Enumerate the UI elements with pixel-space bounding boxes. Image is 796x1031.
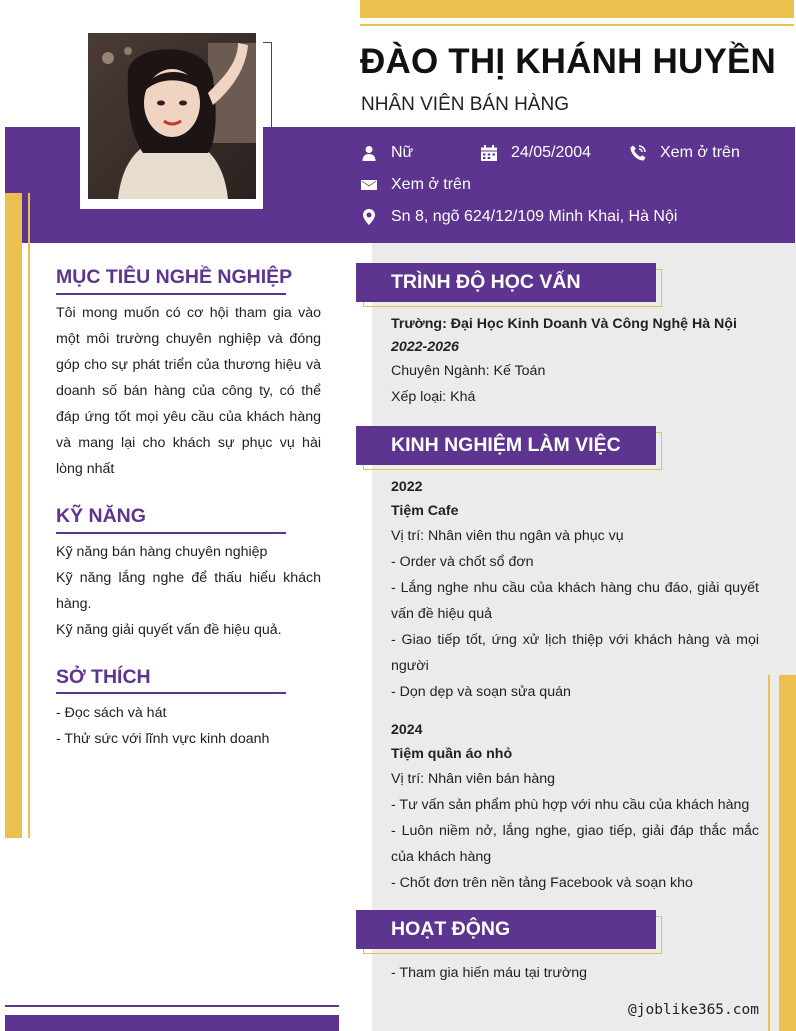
user-icon [361, 145, 377, 161]
objective-heading: MỤC TIÊU NGHỀ NGHIỆP [56, 266, 293, 288]
job-company: Tiệm quần áo nhỏ [391, 746, 513, 762]
job-detail: - Luôn niềm nở, lắng nghe, giao tiếp, giải đáp thắc mắc của khách hàng [391, 823, 759, 865]
list-item: Kỹ năng bán hàng chuyên nghiệp [56, 544, 268, 560]
top-accent-line [360, 24, 794, 26]
watermark: @joblike365.com [628, 1002, 759, 1018]
job-position: Vị trí: Nhân viên thu ngân và phục vụ [391, 528, 624, 544]
list-item: Kỹ năng lắng nghe để thấu hiểu khách hàng. [56, 570, 321, 612]
education-major: Chuyên Ngành: Kế Toán [391, 363, 546, 379]
birthday-value: 24/05/2004 [511, 144, 592, 161]
activities-list [391, 960, 759, 986]
hobbies-list [56, 700, 321, 752]
info-address [361, 208, 677, 226]
top-accent-bar [360, 0, 794, 18]
envelope-icon [361, 177, 377, 193]
activities-heading: HOẠT ĐỘNG [356, 910, 656, 949]
job-detail: - Chốt đơn trên nền tảng Facebook và soạn kho [391, 875, 693, 891]
job-detail: - Giao tiếp tốt, ứng xử lịch thiệp với khách hàng và mọi người [391, 632, 759, 674]
job-detail: - Lắng nghe nhu cầu của khách hàng chu đáo, giải quyết vấn đề hiệu quả [391, 580, 759, 622]
profile-photo [88, 33, 256, 199]
skills-list [56, 539, 321, 643]
list-item: - Đọc sách và hát [56, 705, 167, 721]
job-company: Tiệm Cafe [391, 503, 459, 519]
left-accent-line [28, 193, 30, 838]
experience-job-1 [391, 475, 759, 705]
job-year: 2022 [391, 479, 423, 495]
skills-rule [56, 532, 286, 534]
info-birthday [481, 144, 591, 162]
bottom-accent-line [5, 1005, 339, 1007]
education-rank: Xếp loại: Khá [391, 389, 476, 405]
candidate-name: ĐÀO THỊ KHÁNH HUYỀN [360, 42, 777, 81]
job-title: NHÂN VIÊN BÁN HÀNG [361, 94, 569, 115]
experience-heading: KINH NGHIỆM LÀM VIỆC [356, 426, 656, 465]
bottom-accent-bar [5, 1015, 339, 1031]
right-accent-bar [779, 675, 796, 1031]
list-item: - Thử sức với lĩnh vực kinh doanh [56, 731, 270, 747]
education-years: 2022-2026 [391, 339, 459, 355]
education-heading: TRÌNH ĐỘ HỌC VẤN [356, 263, 656, 302]
info-email [361, 176, 471, 194]
job-detail: - Order và chốt sổ đơn [391, 554, 534, 570]
objective-text: Tôi mong muốn có cơ hội tham gia vào một môi trường chuyên nghiệp và đóng góp cho sự phát triển của thương hiệu và doanh số bán hàng của công ty, có thể đáp ứng tốt mọi yêu cầu của khách hàng và mang lại cho khách sự phục vụ hài lòng nhất [56, 305, 321, 477]
skills-heading: KỸ NĂNG [56, 505, 146, 527]
job-detail: - Tư vấn sản phẩm phù hợp với nhu cầu của khách hàng [391, 797, 750, 813]
list-item: Kỹ năng giải quyết vấn đề hiệu quả. [56, 622, 282, 638]
info-phone [630, 144, 740, 162]
right-accent-line [768, 675, 770, 1031]
hobbies-rule [56, 692, 286, 694]
left-accent-bar [5, 193, 22, 838]
phone-icon [630, 145, 646, 161]
job-year: 2024 [391, 722, 423, 738]
education-body [391, 312, 761, 410]
gender-value: Nữ [391, 144, 414, 161]
map-pin-icon [361, 209, 377, 225]
info-gender [361, 144, 413, 162]
job-position: Vị trí: Nhân viên bán hàng [391, 771, 556, 787]
job-detail: - Dọn dẹp và soạn sửa quán [391, 684, 571, 700]
address-value: Sn 8, ngõ 624/12/109 Minh Khai, Hà Nội [391, 208, 678, 225]
email-value: Xem ở trên [391, 176, 471, 193]
education-school: Trường: Đại Học Kinh Doanh Và Công Nghệ Hà Nội [391, 316, 737, 332]
phone-value: Xem ở trên [660, 144, 740, 161]
experience-job-2 [391, 718, 759, 896]
objective-rule [56, 293, 286, 295]
list-item: - Tham gia hiến máu tại trường [391, 965, 587, 981]
calendar-icon [481, 145, 497, 161]
hobbies-heading: SỞ THÍCH [56, 666, 151, 688]
